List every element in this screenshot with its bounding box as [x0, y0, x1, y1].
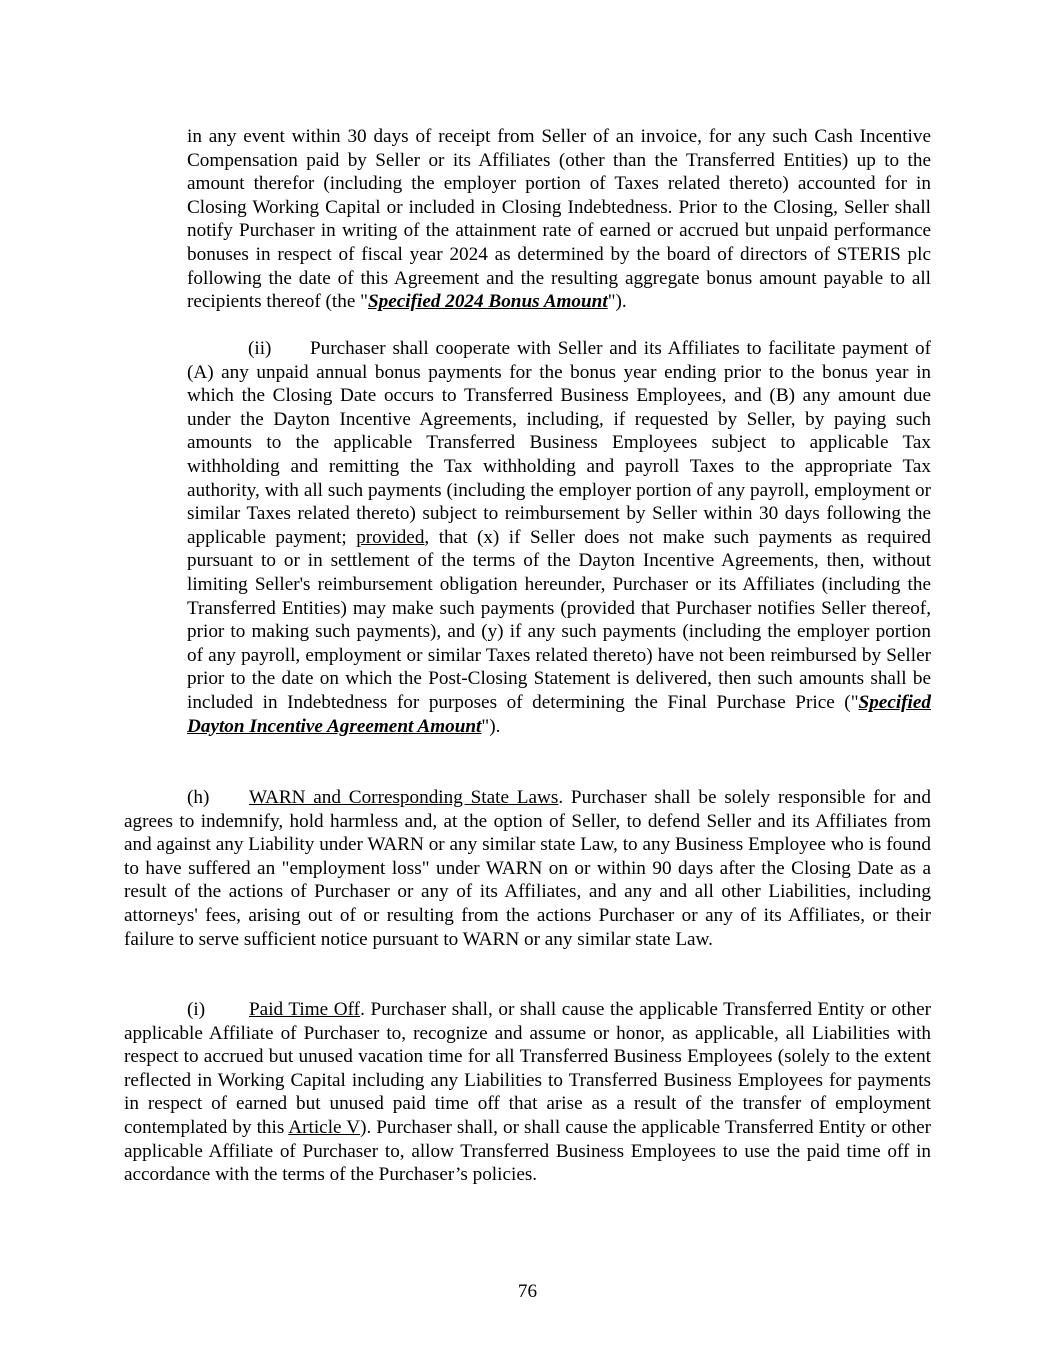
clause-i-text-2: ). Purchaser shall, or shall cause the applicable Transferred Entity or other applicable Affiliate of Purchaser to, allow Transferred Business Employees to use the paid time off in accordance with the terms of the Purchaser’s policies.	[124, 1116, 931, 1186]
provided-term: provided	[356, 526, 425, 548]
continuation-text: in any event within 30 days of receipt from Seller of an invoice, for any such Cash Incentive Compensation paid by Seller or its Affiliates (other than the Transferred Entities) up to the amount therefor (including the employer portion of Taxes related thereto) accounted for in Closing Working Capital or included in Closing Indebtedness. Prior to the Closing, Seller shall notify Purchaser in writing of the attainment rate of earned or accrued but unpaid performance bonuses in respect of fiscal year 2024 as determined by the board of directors of STERIS plc following the date of this Agreement and the resulting aggregate bonus amount payable to all recipients thereof (the "	[187, 126, 931, 313]
paragraph-clause-h	[124, 786, 931, 951]
defined-term-specified-2024-bonus-amount: Specified 2024 Bonus Amount	[367, 291, 608, 313]
clause-heading-warn: WARN and Corresponding State Laws	[249, 787, 559, 808]
paragraph-clause-ii	[187, 337, 931, 738]
clause-number: (i)	[187, 999, 206, 1020]
paragraph-continuation	[187, 125, 931, 314]
defined-term-specified-dayton-incentive-agreement-amount: Specified Dayton Incentive Agreement Amount	[187, 691, 931, 737]
continuation-text-end: ").	[607, 291, 627, 313]
clause-h-text: . Purchaser shall be solely responsible for and agrees to indemnify, hold harmless and, at the option of Seller, to defend Seller and its Affiliates from and against any Liability under WARN or any similar state Law, to any Business Employee who is found to have suffered an "employment loss" under WARN on or within 90 days after the Closing Date as a result of the actions of Purchaser or any of its Affiliates, and any and all other Liabilities, including attorneys' fees, arising out of or resulting from the actions Purchaser or any of its Affiliates, or their failure to serve sufficient notice pursuant to WARN or any similar state Law.	[124, 787, 931, 950]
article-reference-link: Article V	[288, 1116, 361, 1138]
clause-i-text-1: . Purchaser shall, or shall cause the applicable Transferred Entity or other applicable Affiliate of Purchaser to, recognize and assume or honor, as applicable, all Liabilities with respect to accrued but unused vacation time for all Transferred Business Employees (solely to the extent reflected in Working Capital including any Liabilities to Transferred Business Employees for payments in respect of earned but unused paid time off that arise as a result of the transfer of employment contemplated by this	[124, 999, 932, 1138]
clause-ii-text-2: , that (x) if Seller does not make such payments as required pursuant to or in settlement of the terms of the Dayton Incentive Agreements, then, without limiting Seller's reimbursement obligation hereunder, Purchaser or its Affiliates (including the Transferred Entities) may make such payments (provided that Purchaser notifies Seller thereof, prior to making such payments), and (y) if any such payments (including the employer portion of any payroll, employment or similar Taxes related thereto) have not been reimbursed by Seller prior to the date on which the Post-Closing Statement is delivered, then such amounts shall be included in Indebtedness for purposes of determining the Final Purchase Price ("	[187, 526, 931, 713]
clause-ii-text-1: Purchaser shall cooperate with Seller and its Affiliates to facilitate payment of (A) any unpaid annual bonus payments for the bonus year ending prior to the bonus year in which the Closing Date occurs to Transferred Business Employees, and (B) any amount due under the Dayton Incentive Agreements, including, if requested by Seller, by paying such amounts to the applicable Transferred Business Employees subject to applicable Tax withholding and remitting the Tax withholding and payroll Taxes to the appropriate Tax authority, with all such payments (including the employer portion of any payroll, employment or similar Taxes related thereto) subject to reimbursement by Seller within 30 days following the applicable payment;	[187, 338, 931, 548]
clause-number: (ii)	[248, 338, 272, 359]
clause-heading-paid-time-off: Paid Time Off	[249, 999, 361, 1020]
clause-number: (h)	[187, 787, 210, 808]
paragraph-clause-i	[124, 998, 931, 1187]
clause-ii-text-end: ").	[481, 715, 501, 737]
page-number: 76	[517, 1281, 538, 1302]
